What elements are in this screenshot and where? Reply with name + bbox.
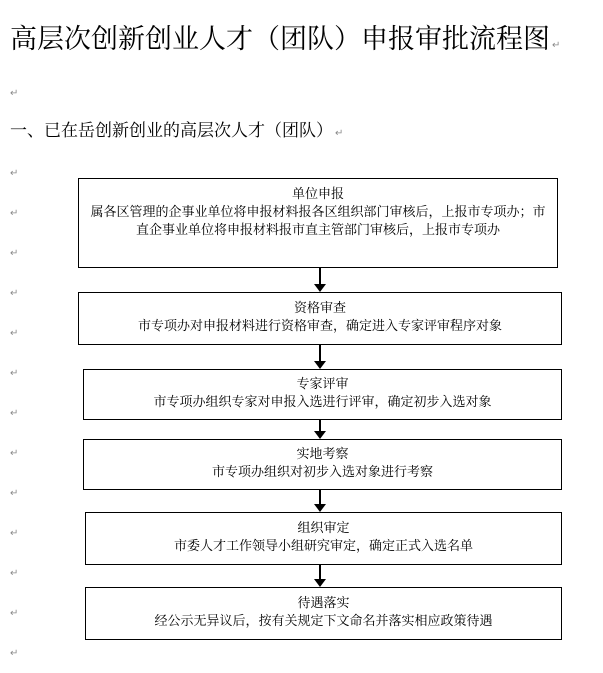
- section-heading: [10, 118, 343, 147]
- paragraph-mark-icon: ↵: [10, 248, 19, 259]
- flow-step-qualification-review: [78, 292, 562, 345]
- paragraph-mark-icon: ↵: [10, 288, 19, 299]
- paragraph-mark-icon: ↵: [10, 648, 19, 659]
- flow-step-benefit-implementation: [85, 587, 562, 640]
- paragraph-mark-icon: ↵: [10, 528, 19, 539]
- flow-step-title: 组织审定: [297, 521, 350, 536]
- down-arrow-icon: [314, 490, 326, 512]
- flow-step-site-inspection: [83, 439, 562, 490]
- flow-step-expert-review: [83, 369, 562, 420]
- flow-step-description: 市专项办组织对初步入选对象进行考察: [211, 465, 433, 480]
- paragraph-mark-icon: ↵: [335, 128, 344, 139]
- document-title: [10, 22, 560, 64]
- paragraph-mark-icon: ↵: [10, 368, 19, 379]
- paragraph-mark-icon: ↵: [552, 40, 561, 51]
- document-title-text: 高层次创新创业人才（团队）申报审批流程图: [10, 24, 550, 55]
- down-arrow-icon: [314, 420, 326, 439]
- flow-step-unit-application: [78, 178, 558, 268]
- flow-step-title: 单位申报: [291, 187, 344, 202]
- flow-step-description: 市专项办组织专家对申报入选进行评审，确定初步入选对象: [153, 395, 492, 410]
- down-arrow-icon: [314, 565, 326, 587]
- flow-step-description: 市委人才工作领导小组研究审定，确定正式入选名单: [173, 539, 473, 554]
- flow-step-title: 待遇落实: [297, 596, 350, 611]
- flow-step-description: 市专项办对申报材料进行资格审查，确定进入专家评审程序对象: [137, 319, 502, 334]
- paragraph-mark-icon: ↵: [10, 208, 19, 219]
- paragraph-mark-icon: ↵: [10, 168, 19, 179]
- down-arrow-icon: [314, 345, 326, 369]
- flow-step-description: 经公示无异议后，按有关规定下文命名并落实相应政策待遇: [154, 614, 493, 629]
- section-heading-text: 一、已在岳创新创业的高层次人才（团队）: [10, 121, 333, 141]
- flow-step-organization-approval: [85, 512, 562, 565]
- paragraph-mark-icon: ↵: [10, 608, 19, 619]
- flow-step-description: 属各区管理的企事业单位将申报材料报各区组织部门审核后，上报市专项办；市直企事业单位将申报材料报市直主管部门审核后，上报市专项办: [90, 205, 546, 238]
- flow-step-title: 专家评审: [296, 377, 349, 392]
- down-arrow-icon: [314, 268, 326, 292]
- paragraph-mark-icon: ↵: [10, 448, 19, 459]
- flow-step-title: 实地考察: [296, 447, 349, 462]
- paragraph-mark-icon: ↵: [10, 568, 19, 579]
- paragraph-mark-icon: ↵: [10, 488, 19, 499]
- paragraph-mark-icon: ↵: [10, 408, 19, 419]
- paragraph-mark-icon: ↵: [10, 88, 19, 99]
- paragraph-mark-icon: ↵: [10, 328, 19, 339]
- flow-step-title: 资格审查: [293, 301, 346, 316]
